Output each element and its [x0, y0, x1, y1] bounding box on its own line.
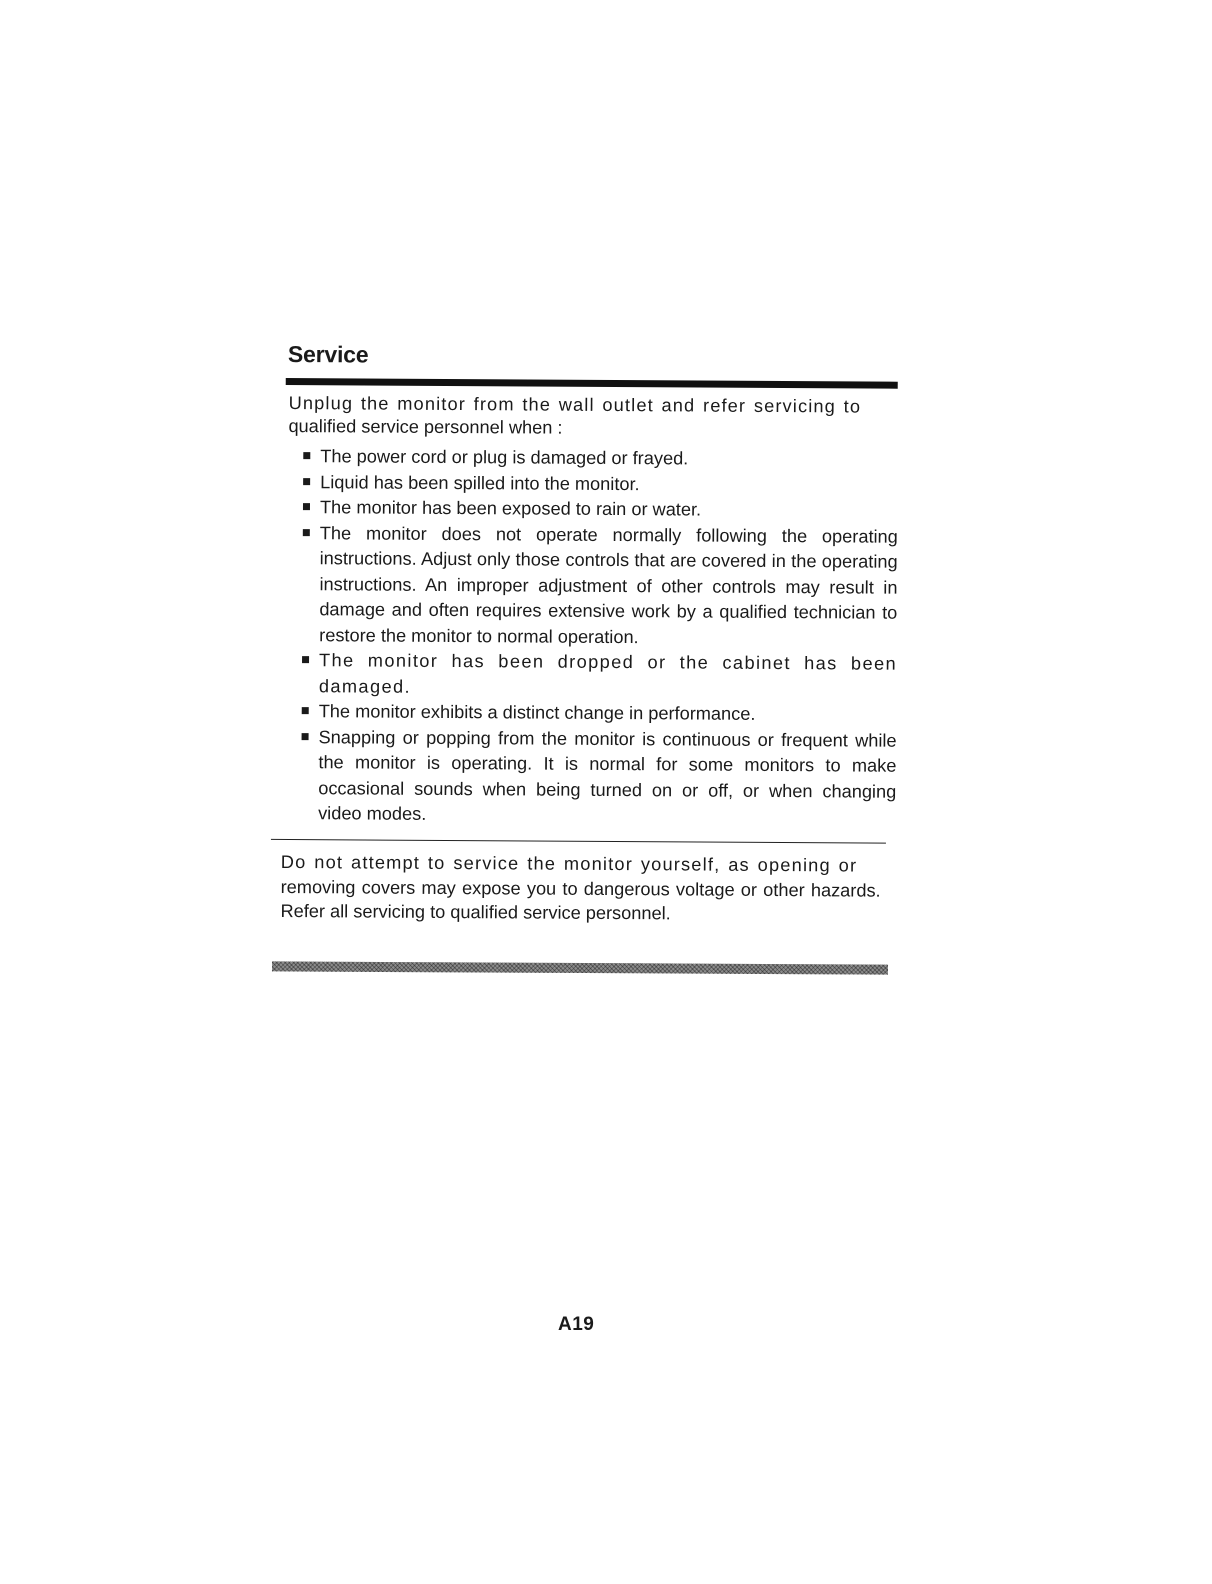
list-item-text: The monitor has been exposed to rain or water. — [319, 497, 702, 520]
bullet-icon — [303, 529, 310, 536]
bullet-icon — [303, 478, 310, 485]
list-item — [319, 521, 898, 652]
bullet-icon — [303, 452, 310, 459]
list-item — [319, 699, 897, 728]
intro-line-1: Unplug the monitor from the wall outlet and refer servicing to — [288, 393, 862, 417]
list-item — [320, 444, 898, 473]
warning-line-1: Do not attempt to service the monitor yourself, as opening or — [280, 851, 858, 876]
title-rule — [286, 378, 898, 389]
bullet-icon — [302, 707, 309, 714]
bullet-icon — [302, 656, 309, 663]
warning-text: removing covers may expose you to dangerous voltage or other hazards. Refer all servicing to qualified service personnel. — [280, 876, 881, 924]
list-item — [319, 648, 897, 703]
service-section — [280, 340, 899, 927]
list-item-text: The monitor does not operate normally following the operating instructions. Adjust only those controls that are covered in the operating instructions. An improper adjustment of other controls may result in damage and often requires extensive work by a qualified technician to restore the monitor to normal operation. — [319, 522, 898, 647]
list-item-text: Liquid has been spilled into the monitor. — [320, 471, 640, 494]
section-title: Service — [287, 341, 369, 368]
service-conditions-list — [284, 444, 898, 830]
list-item-text: The monitor exhibits a distinct change in performance. — [318, 701, 756, 724]
list-item-text: The power cord or plug is damaged or frayed. — [320, 446, 689, 469]
warning-paragraph — [280, 850, 880, 927]
intro-line-2: qualified service personnel when : — [288, 416, 563, 438]
divider-rule — [271, 838, 886, 843]
list-item-text: Snapping or popping from the monitor is continuous or frequent while the monitor is operating. It is normal for some monitors to make occasional sounds when being turned on or off, or when changing video modes. — [318, 726, 897, 824]
bullet-icon — [303, 503, 310, 510]
list-item — [320, 495, 898, 524]
bullet-icon — [302, 733, 309, 740]
list-item — [318, 725, 897, 831]
list-item-text: The monitor has been dropped or the cabinet has been damaged. — [318, 650, 898, 697]
page-number: A19 — [558, 1314, 595, 1335]
list-item — [320, 470, 898, 499]
decorative-stripe — [272, 961, 888, 974]
intro-paragraph — [288, 392, 898, 442]
